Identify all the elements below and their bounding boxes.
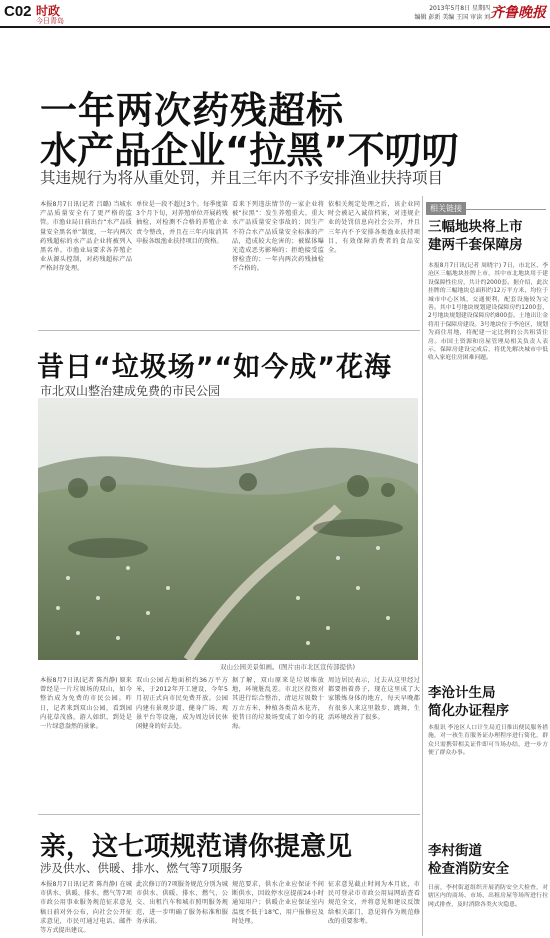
- page-code: C02: [4, 3, 32, 20]
- park-photo-illustration: [38, 398, 418, 660]
- sidebar-text3: 日前，李村街道组织开展消防安全大检查，对辖区内的商场、市场、出租房屋等场所进行拉网式排查，及时消除各类火灾隐患。: [428, 885, 548, 908]
- story3-headline: 亲，这七项规范请你提意见: [40, 832, 353, 862]
- section-name: 时政: [36, 4, 61, 18]
- story2-subhead: 市北双山整治建成免费的市民公园: [40, 384, 221, 398]
- sidebar-title1-line2: 建两千套保障房: [428, 237, 523, 253]
- photo-caption: 双山公园美景如画。(图片由市北区宣传部提供): [220, 663, 356, 671]
- newspaper-logo: 齐鲁晚报: [490, 5, 546, 21]
- story2-col1: 本报8月7日讯(记者 陈肖静) 原来曾经是一片垃圾场的双山，如今整治成为免费的市民公园。昨日，记者来到双山公园，看到园内花草茂盛，游人如织，到处是一片绿意盎然的景象。: [40, 677, 132, 731]
- editor-line: 编辑 彭新 美编 王国 审读 刘: [414, 14, 490, 21]
- story1-headline-line1: 一年两次药残超标: [40, 89, 344, 132]
- story3-col4: 征求意见截止时间为本月底，市民可登录市市政公用局网站查看规范全文，并将意见和建议反馈给相关部门，意见将作为规范修改的重要参考。: [328, 881, 420, 925]
- sidebar-title2-line2: 简化办证程序: [428, 703, 509, 719]
- story2-col4: 周边居民表示，过去从这里经过都要捂着鼻子，现在这里成了大家锻炼身体的地方，每天早晚都有很多人来这里散步、跳舞，生活环境改善了很多。: [328, 677, 420, 721]
- sidebar-title3: [428, 842, 509, 878]
- story1-col1: 本报8月7日讯(记者 吕璐) 当城水产品质量安全有了更严格的监管。市渔业局日前出台“水产品质量安全黑名单”制度，一年内两次药残超标的水产品企业将被列入黑名单。市渔业局要求各养殖企业从源头控制，对药残超标产品严格封存处理。: [40, 201, 132, 273]
- date-line: 2013年5月8日 星期四: [429, 5, 490, 12]
- sidebar-title2-line1: 李沧计生局: [428, 685, 496, 701]
- section-divider-2: [38, 814, 420, 815]
- story1-col2: 单位是一段不超过3个。每季度第3个月下旬，对养殖单位开展药残抽检，对检测不合格的养殖企业责令整改，并且在三年内取消其申报各级渔业扶持项目的资格。: [136, 201, 228, 245]
- sidebar-text2: 本报讯 李沧区人口计生局近日推出便民服务措施，对一孩生育服务证办理程序进行简化，群众只需携带相关证件即可当场办结，进一步方便了群众办事。: [428, 725, 548, 757]
- story1-subhead: 其违规行为将从重处罚，并且三年内不予安排渔业扶持项目: [40, 169, 444, 187]
- sidebar-tag: [426, 196, 546, 213]
- story1-col3: 看来下列违法情节的一家企业将被“拉黑”：发生养殖重大、重大水产品质量安全事故的；因生产不符合水产品质量安全标准的产品，造成较大危害的；被媒体曝光造成恶劣影响的；拒绝接受监督检查的；一年内两次药残抽检不合格的。: [232, 201, 324, 273]
- story3-subhead: 涉及供水、供暖、排水、燃气等7项服务: [40, 861, 243, 875]
- sidebar-title1: [428, 218, 523, 254]
- story3-col1: 本报8月7日讯(记者 陈肖静) 在城市供水、供暖、排水、燃气等7项市政公用事业服务规范征求意见稿日前对外公布，向社会公开征求意见，市民可通过电话、邮件等方式提出建议。: [40, 881, 132, 935]
- story2-col3: 据了解，双山原来是垃圾堆放地，环境脏乱差。市北区投资对其进行综合整治，清运垃圾数十万立方米，种植各类苗木花卉，使昔日的垃圾场变成了如今的花海。: [232, 677, 324, 731]
- sidebar-text1: 本报8月7日讯(记者 周晓宇) 7日，市北区、李沧区三幅地块挂牌上市，其中市北地块用于建设保障性住房，共计约2000套。据介绍，此次挂牌的三幅地块总面积约12万平方米，均位于城市中心区域，交通便利，配套设施较为完善。其中1号地块规划建设保障房约1200套，2号地块规划建设保障房约800套。土地出让金将用于保障房建设。3号地块位于李沧区，规划为商住用地，将配建一定比例的公共租赁住房。市国土资源和房屋管理局相关负责人表示，保障房建设完成后，将优先解决城市中低收入家庭住房困难问题。: [428, 263, 548, 362]
- story2-col2: 双山公园占地面积约36万平方米，于2012年开工建设，今年5月初正式向市民免费开放。公园内建有景观步道、健身广场、观景平台等设施，成为周边居民休闲健身的好去处。: [136, 677, 228, 731]
- story3-col2: 此次修订的7项服务规范分别为城市供水、供暖、排水、燃气、公交、出租汽车和城市照明服务规范，进一步明确了服务标准和服务承诺。: [136, 881, 228, 925]
- sidebar-tag-label: 相关链接: [426, 202, 466, 215]
- sidebar-title3-line1: 李村街道: [428, 843, 482, 859]
- story2-headline: 昔日“垃圾场”“如今成”花海: [37, 352, 392, 383]
- story1-headline-line2: 水产品企业“拉黑”不叨叨: [40, 129, 459, 172]
- section-divider: [38, 330, 420, 331]
- masthead-info: [414, 4, 490, 22]
- sidebar-title3-line2: 检查消防安全: [428, 861, 509, 877]
- park-photo: [38, 398, 418, 660]
- column-divider: [422, 196, 423, 936]
- masthead: [0, 0, 550, 28]
- story3-col3: 规范要求，供水企业应保证不间断供水，因故停水应提前24小时通知用户；供暖企业应保证室内温度不低于18℃，用户报修应及时处理。: [232, 881, 324, 925]
- sidebar-title2: [428, 684, 509, 720]
- sidebar-title1-line1: 三幅地块将上市: [428, 219, 523, 235]
- section-sub: 今日青岛: [36, 17, 64, 25]
- story1-col4: 依相关规定处理之后，该企业同时会被记入诚信档案，对违规企业的处罚信息向社会公开，并且三年内不予安排各类渔业扶持项目，有效保障消费者的食品安全。: [328, 201, 420, 255]
